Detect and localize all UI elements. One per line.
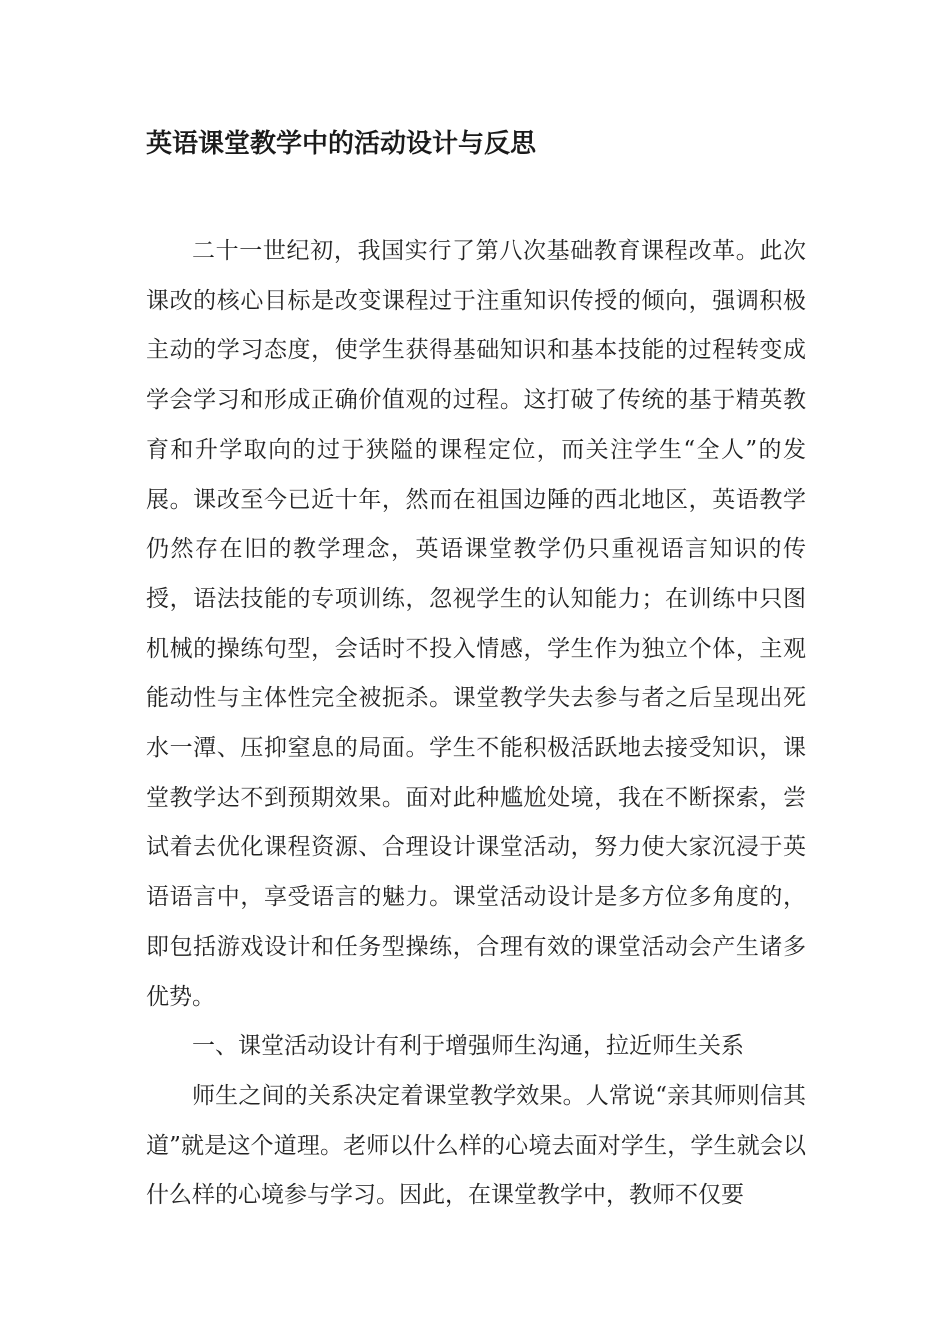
paragraph-section-1: 师生之间的关系决定着课堂教学效果。人常说“亲其师则信其道”就是这个道理。老师以什么样的心境去面对学生，学生就会以什么样的心境参与学习。因此，在课堂教学中，教师不仅要 (146, 1082, 806, 1209)
section-heading: 一、课堂活动设计有利于增强师生沟通，拉近师生关系 (192, 1033, 744, 1060)
document-body (146, 227, 806, 1221)
paragraph-intro: 二十一世纪初，我国实行了第八次基础教育课程改革。此次课改的核心目标是改变课程过于注重知识传授的倾向，强调积极主动的学习态度，使学生获得基础知识和基本技能的过程转变成学会学习和形成正确价值观的过程。这打破了传统的基于精英教育和升学取向的过于狭隘的课程定位，而关注学生“全人”的发展。课改至今已近十年，然而在祖国边陲的西北地区，英语教学仍然存在旧的教学理念，英语课堂教学仍只重视语言知识的传授，语法技能的专项训练，忽视学生的认知能力；在训练中只图机械的操练句型，会话时不投入情感，学生作为独立个体，主观能动性与主体性完全被扼杀。课堂教学失去参与者之后呈现出死水一潭、压抑窒息的局面。学生不能积极活跃地去接受知识，课堂教学达不到预期效果。面对此种尴尬处境，我在不断探索，尝试着去优化课程资源、合理设计课堂活动，努力使大家沉浸于英语语言中，享受语言的魅力。课堂活动设计是多方位多角度的，即包括游戏设计和任务型操练，合理有效的课堂活动会产生诸多优势。 (146, 238, 806, 1010)
document-title: 英语课堂教学中的活动设计与反思 (146, 129, 537, 159)
